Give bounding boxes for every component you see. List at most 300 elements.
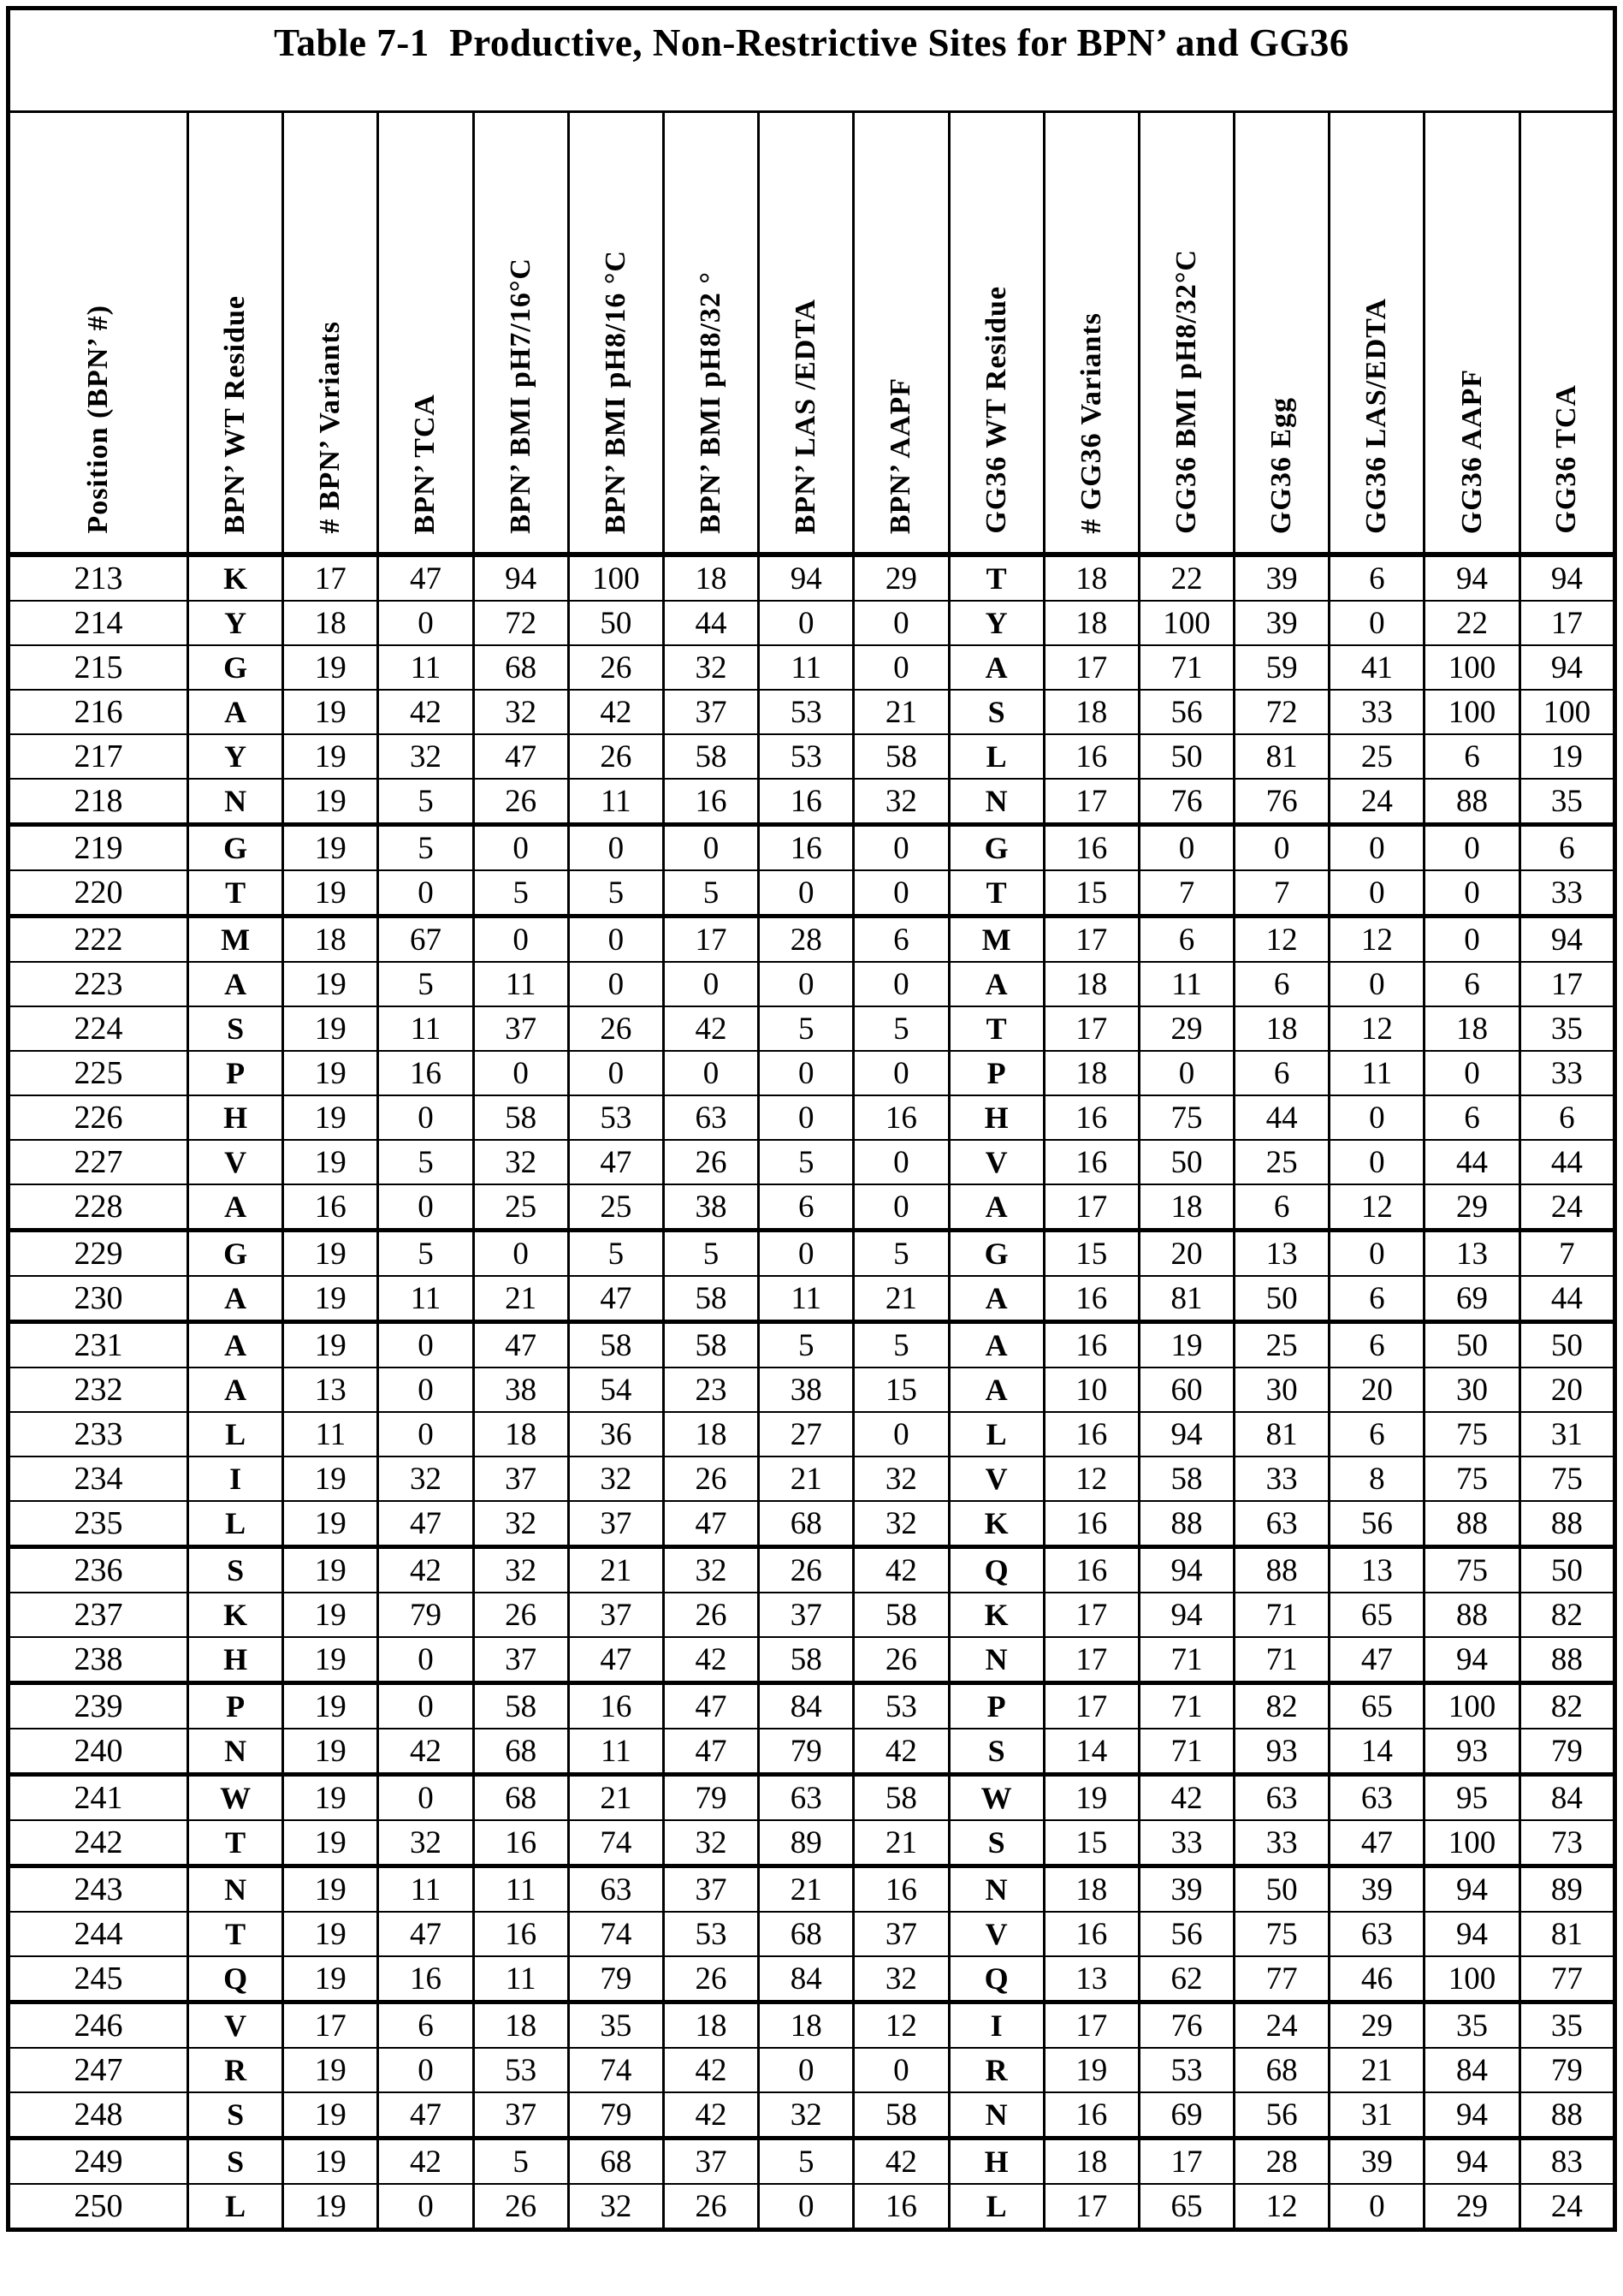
value-cell: 11 xyxy=(378,1276,473,1322)
value-cell: 53 xyxy=(568,1095,663,1140)
value-cell: 74 xyxy=(568,2048,663,2092)
value-cell: 47 xyxy=(378,555,473,601)
value-cell: 53 xyxy=(759,734,854,779)
column-header-label: BPN’ BMI pH8/16 °C xyxy=(599,249,631,534)
value-cell: 32 xyxy=(854,779,949,825)
value-cell: 75 xyxy=(1425,1412,1519,1457)
value-cell: 47 xyxy=(663,1683,758,1729)
value-cell: 100 xyxy=(1425,1820,1519,1866)
value-cell: 0 xyxy=(854,645,949,690)
value-cell: 18 xyxy=(473,1412,568,1457)
value-cell: 0 xyxy=(1330,601,1425,645)
value-cell: 26 xyxy=(663,1457,758,1501)
value-cell: 16 xyxy=(854,1095,949,1140)
value-cell: 69 xyxy=(1425,1276,1519,1322)
table-row xyxy=(9,1683,1615,1729)
value-cell: 32 xyxy=(854,1501,949,1547)
residue-cell: N xyxy=(949,1637,1044,1683)
value-cell: 18 xyxy=(1425,1006,1519,1051)
value-cell: 71 xyxy=(1235,1637,1330,1683)
value-cell: 72 xyxy=(473,601,568,645)
value-cell: 44 xyxy=(663,601,758,645)
value-cell: 82 xyxy=(1519,1683,1614,1729)
value-cell: 16 xyxy=(1044,1412,1139,1457)
value-cell: 12 xyxy=(1235,2184,1330,2230)
value-cell: 16 xyxy=(1044,2092,1139,2139)
value-cell: 5 xyxy=(378,962,473,1006)
value-cell: 26 xyxy=(568,1006,663,1051)
value-cell: 42 xyxy=(854,1729,949,1775)
value-cell: 6 xyxy=(1235,962,1330,1006)
value-cell: 0 xyxy=(759,1231,854,1277)
value-cell: 42 xyxy=(663,2048,758,2092)
value-cell: 29 xyxy=(1425,1184,1519,1231)
value-cell: 26 xyxy=(663,2184,758,2230)
column-header-gg36-egg xyxy=(1235,112,1330,555)
value-cell: 71 xyxy=(1235,1593,1330,1637)
value-cell: 0 xyxy=(378,1412,473,1457)
residue-cell: S xyxy=(949,1820,1044,1866)
value-cell: 50 xyxy=(1519,1547,1614,1593)
value-cell: 19 xyxy=(283,690,378,734)
value-cell: 17 xyxy=(283,2002,378,2049)
column-header-label: GG36 Egg xyxy=(1265,396,1298,534)
value-cell: 11 xyxy=(1330,1051,1425,1095)
value-cell: 25 xyxy=(1330,734,1425,779)
value-cell: 19 xyxy=(1044,2048,1139,2092)
value-cell: 94 xyxy=(1425,1637,1519,1683)
value-cell: 77 xyxy=(1235,1956,1330,2002)
table-row xyxy=(9,1956,1615,2002)
value-cell: 5 xyxy=(473,2139,568,2185)
value-cell: 79 xyxy=(568,1956,663,2002)
value-cell: 53 xyxy=(663,1912,758,1956)
position-cell: 230 xyxy=(9,1276,188,1322)
value-cell: 16 xyxy=(854,1866,949,1913)
value-cell: 8 xyxy=(1330,1457,1425,1501)
title-row xyxy=(9,9,1615,112)
value-cell: 6 xyxy=(1330,1322,1425,1368)
value-cell: 75 xyxy=(1425,1547,1519,1593)
position-cell: 237 xyxy=(9,1593,188,1637)
table-row xyxy=(9,1006,1615,1051)
value-cell: 88 xyxy=(1519,1637,1614,1683)
value-cell: 32 xyxy=(854,1956,949,2002)
residue-cell: K xyxy=(188,555,283,601)
value-cell: 42 xyxy=(378,690,473,734)
column-header-bpn-tca xyxy=(378,112,473,555)
value-cell: 16 xyxy=(1044,1095,1139,1140)
value-cell: 53 xyxy=(473,2048,568,2092)
residue-cell: K xyxy=(188,1593,283,1637)
residue-cell: S xyxy=(188,2092,283,2139)
value-cell: 42 xyxy=(854,1547,949,1593)
residue-cell: G xyxy=(188,1231,283,1277)
value-cell: 79 xyxy=(759,1729,854,1775)
value-cell: 18 xyxy=(663,2002,758,2049)
table-title: Table 7-1 Productive, Non-Restrictive Sites for BPN’ and GG36 xyxy=(9,9,1615,112)
table-row xyxy=(9,1820,1615,1866)
value-cell: 94 xyxy=(1425,2139,1519,2185)
value-cell: 0 xyxy=(1330,1095,1425,1140)
value-cell: 21 xyxy=(854,690,949,734)
value-cell: 58 xyxy=(663,1322,758,1368)
value-cell: 58 xyxy=(1139,1457,1234,1501)
value-cell: 19 xyxy=(283,1006,378,1051)
value-cell: 5 xyxy=(759,2139,854,2185)
residue-cell: P xyxy=(188,1683,283,1729)
value-cell: 28 xyxy=(1235,2139,1330,2185)
value-cell: 17 xyxy=(1044,917,1139,963)
value-cell: 18 xyxy=(1044,690,1139,734)
value-cell: 0 xyxy=(473,1051,568,1095)
residue-cell: N xyxy=(949,2092,1044,2139)
value-cell: 0 xyxy=(663,825,758,871)
value-cell: 47 xyxy=(473,1322,568,1368)
value-cell: 0 xyxy=(854,870,949,917)
value-cell: 18 xyxy=(283,917,378,963)
value-cell: 19 xyxy=(283,962,378,1006)
value-cell: 42 xyxy=(378,1547,473,1593)
column-header-label: # GG36 Variants xyxy=(1075,312,1107,534)
value-cell: 17 xyxy=(663,917,758,963)
column-header-label: # BPN’ Variants xyxy=(314,321,347,534)
value-cell: 63 xyxy=(1235,1775,1330,1821)
value-cell: 5 xyxy=(568,870,663,917)
residue-cell: K xyxy=(949,1593,1044,1637)
value-cell: 88 xyxy=(1425,1501,1519,1547)
value-cell: 68 xyxy=(759,1912,854,1956)
value-cell: 0 xyxy=(378,1637,473,1683)
value-cell: 29 xyxy=(854,555,949,601)
value-cell: 32 xyxy=(759,2092,854,2139)
residue-cell: G xyxy=(188,825,283,871)
value-cell: 18 xyxy=(283,601,378,645)
residue-cell: Q xyxy=(188,1956,283,2002)
residue-cell: S xyxy=(188,2139,283,2185)
residue-cell: H xyxy=(188,1637,283,1683)
value-cell: 7 xyxy=(1139,870,1234,917)
value-cell: 20 xyxy=(1519,1368,1614,1412)
value-cell: 63 xyxy=(568,1866,663,1913)
residue-cell: T xyxy=(188,870,283,917)
value-cell: 18 xyxy=(759,2002,854,2049)
residue-cell: A xyxy=(188,1276,283,1322)
position-cell: 219 xyxy=(9,825,188,871)
value-cell: 58 xyxy=(663,734,758,779)
value-cell: 0 xyxy=(378,870,473,917)
value-cell: 94 xyxy=(1139,1547,1234,1593)
value-cell: 71 xyxy=(1139,645,1234,690)
column-header-label: BPN’ BMI pH7/16°C xyxy=(504,258,536,534)
value-cell: 47 xyxy=(568,1276,663,1322)
column-header-bpn-las-edta xyxy=(759,112,854,555)
value-cell: 37 xyxy=(473,1457,568,1501)
value-cell: 19 xyxy=(283,734,378,779)
value-cell: 39 xyxy=(1235,555,1330,601)
value-cell: 20 xyxy=(1330,1368,1425,1412)
residue-cell: N xyxy=(949,779,1044,825)
residue-cell: I xyxy=(188,1457,283,1501)
value-cell: 6 xyxy=(1235,1184,1330,1231)
value-cell: 7 xyxy=(1519,1231,1614,1277)
position-cell: 240 xyxy=(9,1729,188,1775)
value-cell: 16 xyxy=(1044,1912,1139,1956)
value-cell: 68 xyxy=(473,1775,568,1821)
value-cell: 21 xyxy=(1330,2048,1425,2092)
value-cell: 53 xyxy=(1139,2048,1234,2092)
value-cell: 35 xyxy=(1425,2002,1519,2049)
table-row xyxy=(9,1368,1615,1412)
value-cell: 42 xyxy=(854,2139,949,2185)
value-cell: 15 xyxy=(1044,1820,1139,1866)
value-cell: 33 xyxy=(1139,1820,1234,1866)
residue-cell: L xyxy=(949,734,1044,779)
table-row xyxy=(9,1547,1615,1593)
residue-cell: P xyxy=(188,1051,283,1095)
column-header-bpn-bmi-ph8-32 xyxy=(663,112,758,555)
value-cell: 94 xyxy=(1425,1866,1519,1913)
value-cell: 94 xyxy=(1425,2092,1519,2139)
value-cell: 0 xyxy=(663,1051,758,1095)
value-cell: 12 xyxy=(1330,1006,1425,1051)
value-cell: 18 xyxy=(1044,555,1139,601)
value-cell: 32 xyxy=(378,734,473,779)
value-cell: 5 xyxy=(378,1140,473,1184)
value-cell: 19 xyxy=(283,1775,378,1821)
table-row xyxy=(9,870,1615,917)
value-cell: 13 xyxy=(1425,1231,1519,1277)
value-cell: 71 xyxy=(1139,1729,1234,1775)
value-cell: 18 xyxy=(1044,1866,1139,1913)
position-cell: 247 xyxy=(9,2048,188,2092)
table-row xyxy=(9,1184,1615,1231)
residue-cell: V xyxy=(949,1912,1044,1956)
value-cell: 25 xyxy=(568,1184,663,1231)
residue-cell: N xyxy=(188,1729,283,1775)
value-cell: 19 xyxy=(283,779,378,825)
value-cell: 0 xyxy=(663,962,758,1006)
value-cell: 0 xyxy=(759,2184,854,2230)
value-cell: 18 xyxy=(1044,601,1139,645)
value-cell: 17 xyxy=(1519,962,1614,1006)
residue-cell: S xyxy=(949,690,1044,734)
value-cell: 32 xyxy=(663,1547,758,1593)
value-cell: 37 xyxy=(663,1866,758,1913)
position-cell: 245 xyxy=(9,1956,188,2002)
value-cell: 41 xyxy=(1330,645,1425,690)
value-cell: 19 xyxy=(283,1322,378,1368)
value-cell: 79 xyxy=(568,2092,663,2139)
value-cell: 84 xyxy=(1519,1775,1614,1821)
table-head xyxy=(9,9,1615,555)
value-cell: 6 xyxy=(1330,1412,1425,1457)
table-row xyxy=(9,1095,1615,1140)
value-cell: 5 xyxy=(378,779,473,825)
value-cell: 35 xyxy=(1519,2002,1614,2049)
column-header-label: GG36 AAPF xyxy=(1455,368,1488,534)
value-cell: 11 xyxy=(378,1866,473,1913)
value-cell: 44 xyxy=(1425,1140,1519,1184)
table-row xyxy=(9,1276,1615,1322)
value-cell: 33 xyxy=(1235,1457,1330,1501)
value-cell: 11 xyxy=(568,1729,663,1775)
table-row xyxy=(9,2002,1615,2049)
value-cell: 65 xyxy=(1330,1683,1425,1729)
residue-cell: T xyxy=(949,870,1044,917)
value-cell: 0 xyxy=(1425,825,1519,871)
value-cell: 16 xyxy=(1044,1547,1139,1593)
value-cell: 100 xyxy=(1519,690,1614,734)
column-header-label: BPN’ TCA xyxy=(409,393,441,534)
residue-cell: S xyxy=(188,1006,283,1051)
value-cell: 56 xyxy=(1139,1912,1234,1956)
value-cell: 19 xyxy=(283,1457,378,1501)
value-cell: 81 xyxy=(1519,1912,1614,1956)
value-cell: 58 xyxy=(473,1683,568,1729)
value-cell: 6 xyxy=(1330,1276,1425,1322)
value-cell: 32 xyxy=(473,690,568,734)
value-cell: 5 xyxy=(854,1006,949,1051)
residue-cell: A xyxy=(188,962,283,1006)
value-cell: 53 xyxy=(854,1683,949,1729)
value-cell: 0 xyxy=(854,1140,949,1184)
residue-cell: A xyxy=(949,645,1044,690)
value-cell: 65 xyxy=(1330,1593,1425,1637)
value-cell: 0 xyxy=(854,1412,949,1457)
table-row xyxy=(9,645,1615,690)
residue-cell: H xyxy=(949,1095,1044,1140)
table-row xyxy=(9,1412,1615,1457)
residue-cell: K xyxy=(949,1501,1044,1547)
value-cell: 6 xyxy=(1519,1095,1614,1140)
value-cell: 37 xyxy=(663,2139,758,2185)
value-cell: 5 xyxy=(854,1322,949,1368)
value-cell: 24 xyxy=(1519,2184,1614,2230)
value-cell: 50 xyxy=(1519,1322,1614,1368)
residue-cell: A xyxy=(188,1368,283,1412)
value-cell: 50 xyxy=(1235,1866,1330,1913)
table-row xyxy=(9,962,1615,1006)
value-cell: 17 xyxy=(1044,2184,1139,2230)
value-cell: 32 xyxy=(473,1140,568,1184)
value-cell: 0 xyxy=(854,601,949,645)
value-cell: 58 xyxy=(663,1276,758,1322)
value-cell: 19 xyxy=(283,645,378,690)
value-cell: 100 xyxy=(1425,1956,1519,2002)
value-cell: 94 xyxy=(1519,645,1614,690)
value-cell: 94 xyxy=(1425,1912,1519,1956)
value-cell: 81 xyxy=(1235,1412,1330,1457)
value-cell: 28 xyxy=(759,917,854,963)
value-cell: 6 xyxy=(854,917,949,963)
value-cell: 26 xyxy=(663,1956,758,2002)
position-cell: 220 xyxy=(9,870,188,917)
value-cell: 24 xyxy=(1330,779,1425,825)
value-cell: 35 xyxy=(1519,779,1614,825)
column-header-label: BPN’ BMI pH8/32 ° xyxy=(695,271,727,534)
position-cell: 234 xyxy=(9,1457,188,1501)
value-cell: 100 xyxy=(1425,690,1519,734)
value-cell: 12 xyxy=(1235,917,1330,963)
value-cell: 37 xyxy=(473,1637,568,1683)
column-header-bpn-variants xyxy=(283,112,378,555)
value-cell: 6 xyxy=(759,1184,854,1231)
value-cell: 19 xyxy=(1044,1775,1139,1821)
value-cell: 32 xyxy=(663,645,758,690)
position-cell: 246 xyxy=(9,2002,188,2049)
value-cell: 16 xyxy=(1044,1501,1139,1547)
residue-cell: A xyxy=(188,1184,283,1231)
value-cell: 0 xyxy=(378,1322,473,1368)
value-cell: 68 xyxy=(759,1501,854,1547)
position-cell: 233 xyxy=(9,1412,188,1457)
residue-cell: P xyxy=(949,1683,1044,1729)
residue-cell: M xyxy=(949,917,1044,963)
value-cell: 11 xyxy=(568,779,663,825)
value-cell: 11 xyxy=(1139,962,1234,1006)
value-cell: 17 xyxy=(1139,2139,1234,2185)
value-cell: 94 xyxy=(473,555,568,601)
value-cell: 94 xyxy=(1139,1593,1234,1637)
value-cell: 14 xyxy=(1330,1729,1425,1775)
value-cell: 76 xyxy=(1139,2002,1234,2049)
value-cell: 0 xyxy=(1235,825,1330,871)
value-cell: 11 xyxy=(759,1276,854,1322)
value-cell: 100 xyxy=(1425,645,1519,690)
position-cell: 236 xyxy=(9,1547,188,1593)
table-row xyxy=(9,1912,1615,1956)
value-cell: 93 xyxy=(1235,1729,1330,1775)
value-cell: 21 xyxy=(759,1866,854,1913)
value-cell: 38 xyxy=(759,1368,854,1412)
value-cell: 15 xyxy=(854,1368,949,1412)
value-cell: 18 xyxy=(1139,1184,1234,1231)
value-cell: 84 xyxy=(759,1683,854,1729)
value-cell: 89 xyxy=(1519,1866,1614,1913)
value-cell: 0 xyxy=(568,917,663,963)
value-cell: 62 xyxy=(1139,1956,1234,2002)
value-cell: 44 xyxy=(1235,1095,1330,1140)
value-cell: 0 xyxy=(568,1051,663,1095)
value-cell: 26 xyxy=(473,779,568,825)
value-cell: 6 xyxy=(378,2002,473,2049)
residue-cell: L xyxy=(188,1412,283,1457)
value-cell: 26 xyxy=(663,1593,758,1637)
value-cell: 0 xyxy=(759,2048,854,2092)
value-cell: 12 xyxy=(854,2002,949,2049)
position-cell: 218 xyxy=(9,779,188,825)
value-cell: 37 xyxy=(759,1593,854,1637)
value-cell: 82 xyxy=(1235,1683,1330,1729)
value-cell: 12 xyxy=(1330,917,1425,963)
value-cell: 16 xyxy=(1044,1276,1139,1322)
value-cell: 18 xyxy=(473,2002,568,2049)
value-cell: 47 xyxy=(1330,1820,1425,1866)
residue-cell: T xyxy=(949,555,1044,601)
value-cell: 21 xyxy=(568,1547,663,1593)
value-cell: 84 xyxy=(759,1956,854,2002)
column-header-gg36-las-edta xyxy=(1330,112,1425,555)
value-cell: 19 xyxy=(283,2048,378,2092)
value-cell: 42 xyxy=(1139,1775,1234,1821)
value-cell: 38 xyxy=(663,1184,758,1231)
value-cell: 58 xyxy=(568,1322,663,1368)
value-cell: 30 xyxy=(1425,1368,1519,1412)
position-cell: 224 xyxy=(9,1006,188,1051)
value-cell: 47 xyxy=(378,1501,473,1547)
value-cell: 13 xyxy=(283,1368,378,1412)
